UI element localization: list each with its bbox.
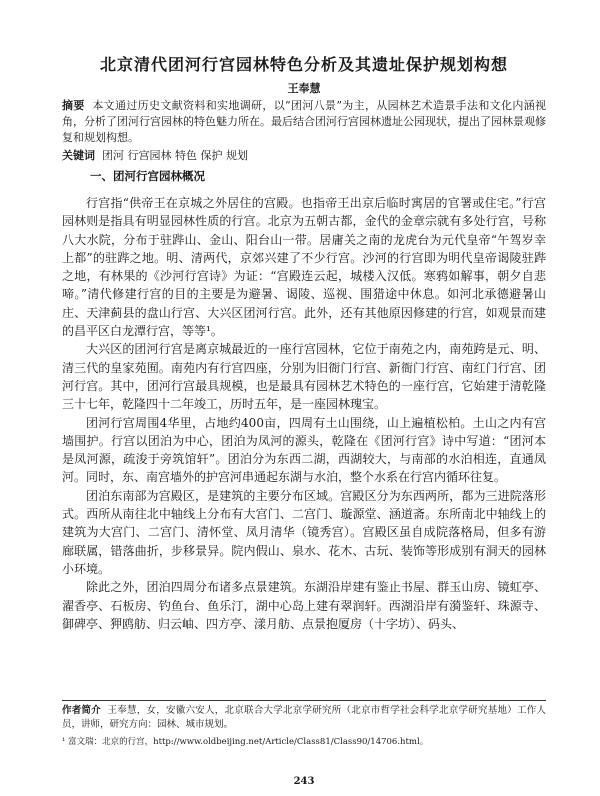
author-name: 王奉慧 xyxy=(287,82,321,95)
paragraph: 大兴区的团河行宫是离京城最近的一座行宫园林，它位于南苑之内，南苑跨是元、明、清三代的皇家苑囿。南苑内有行宫四座，分别为旧衙门行宫、新衙门行宫、南红门行宫、团河行宫。其中，团河行宫最具规模，也是最具有园林艺术特色的一座行宫，它始建于清乾隆三十七年，乾隆四十二年竣工，历时五年，是一座园林瑰宝。 xyxy=(62,342,546,412)
paragraph: 除此之外，团泊四周分布诸多点景建筑。东湖沿岸建有鉴止书屋、群玉山房、镜虹亭、濯香亭、石板房、钓鱼台、鱼乐汀，湖中心岛上建有翠润轩。西湖沿岸有漪鉴轩、珠源寺、御碑亭、狎鸥舫、归云岫、四方亭、漾月舫、点景抱厦房（十字坊）、码头、 xyxy=(62,580,546,631)
paper-title: 北京清代团河行宫园林特色分析及其遗址保护规划构想 xyxy=(99,55,508,74)
keywords-text: 团河 行宫园林 特色 保护 规划 xyxy=(102,149,248,162)
author-note-label: 作者简介 xyxy=(62,705,101,716)
paragraph: 团河行宫周围4华里，占地约400亩，四周有土山围绕，山上遍植松柏。土山之内有宫墙围护。行宫以团泊为中心，团泊为凤河的源头，乾隆在《团河行宫》诗中写道：“团河本是凤河源，疏浚于旁筑馆轩”。团泊分为东西二湖，西湖较大，与南部的水泊相连，直通凤河。同时，东、南宫墙外的护宫河串通起东湖与水泊，整个水系在行宫内循环往复。 xyxy=(62,415,546,485)
keywords xyxy=(62,148,546,164)
page-number: 243 xyxy=(293,776,315,787)
abstract-text: 本文通过历史文献资料和实地调研，以“团河八景”为主，从园林艺术造景手法和文化内涵视角，分析了团河行宫园林的特色魅力所在。最后结合团河行宫园林遗址公园现状，提出了园林景观修复和规划构想。 xyxy=(62,99,546,144)
paragraph: 团泊东南部为宫殿区，是建筑的主要分布区域。宫殿区分为东西两所，都为三进院落形式。西所从南往北中轴线上分布有大宫门、二宫门、璇源堂、涵道斋。东所南北中轴线上的建筑为大宫门、二宫门、清怀堂、凤月清华（镜秀宫）。宫殿区虽自成院落格局，但多有游廊联属，错落曲折，步移景异。院内假山、泉水、花木、古玩、装饰等形成别有洞天的园林小环境。 xyxy=(62,488,546,576)
keywords-label: 关键词 xyxy=(62,149,95,162)
author-note xyxy=(62,704,546,732)
footnote-divider xyxy=(62,700,546,701)
body-text xyxy=(62,194,546,633)
author-note-text: 王奉慧，女，安徽六安人，北京联合大学北京学研究所（北京市哲学社会科学北京学研究基地）工作人员，讲师，研究方向：园林、城市规划。 xyxy=(62,705,546,730)
section-heading: 一、团河行宫园林概况 xyxy=(90,169,205,183)
paragraph: 行宫指“供帝王在京城之外居住的宫殿。也指帝王出京后临时寓居的官署或住宅。”行宫园林则是指具有明显园林性质的行宫。北京为五朝古都，金代的金章宗就有多处行宫，号称八大水院，分布于驻跸山、金山、阳台山一带。居庸关之南的龙虎台为元代皇帝“午驾岁幸上都”的驻跸之地。明、清两代，京郊兴建了不少行宫。沙河的行宫即为明代皇帝谒陵驻跸之地，有林果的《沙河行宫诗》为证：“宫殿连云起，城楼入汉低。寒鸦如解事，朝夕自悲啼。”清代修建行宫的目的主要是为避暑、谒陵、巡视、围猎途中休息。如河北承德避暑山庄、天津蓟县的盘山行宫、大兴区团河行宫。此外，还有其他原因修建的行宫，如观景而建的昌平区白龙潭行宫，等等¹。 xyxy=(62,196,546,339)
footnote: ¹ 富文瑞：北京的行宫，http://www.oldbeijing.net/Article/Class81/Class90/14706.html。 xyxy=(62,737,429,747)
abstract xyxy=(62,98,546,146)
abstract-label: 摘要 xyxy=(62,99,85,112)
